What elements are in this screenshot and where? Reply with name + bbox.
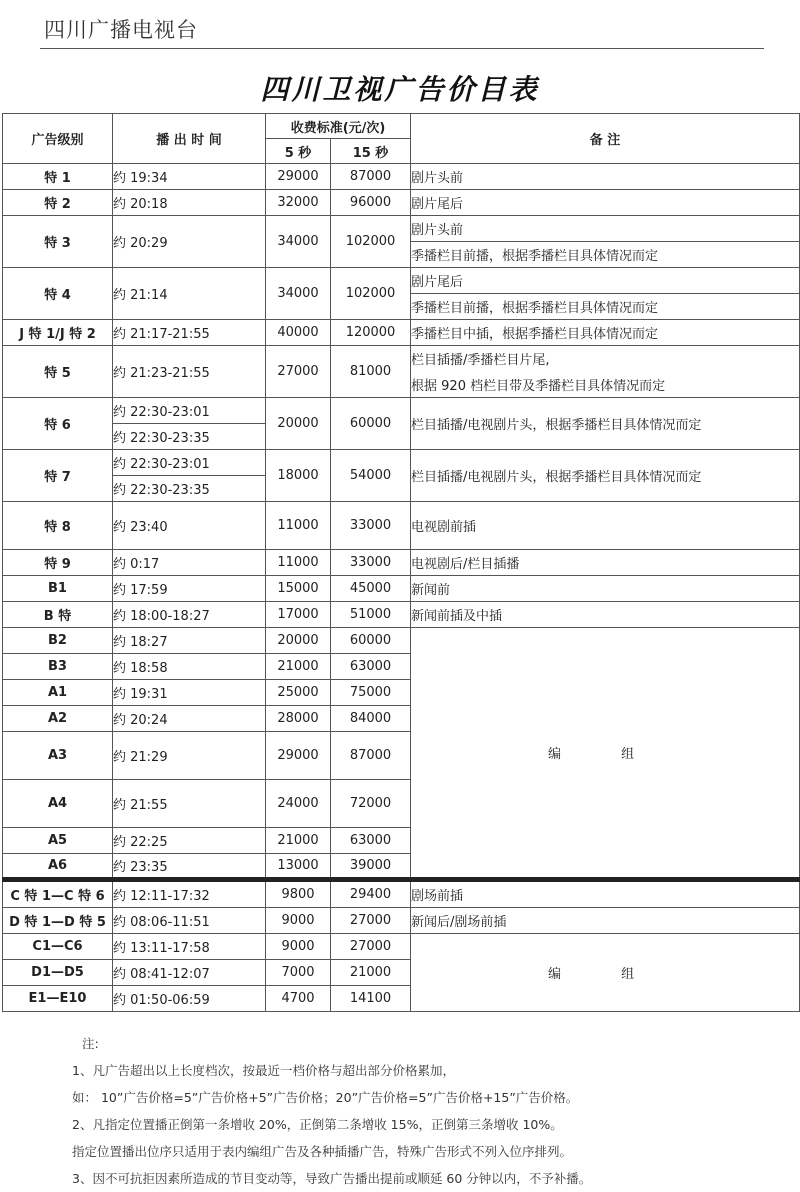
price-15s-cell: 27000 [331, 934, 411, 960]
time-cell: 约 19:31 [113, 680, 266, 706]
level-cell: 特 6 [3, 398, 113, 450]
level-cell: D1—D5 [3, 960, 113, 986]
header-divider [40, 48, 764, 49]
price-5s-cell: 9800 [266, 880, 331, 908]
time-cell: 约 13:11-17:58 [113, 934, 266, 960]
table-row [3, 190, 800, 216]
header-15sec: 15 秒 [331, 139, 411, 164]
time-cell: 约 19:34 [113, 164, 266, 190]
price-15s-cell: 84000 [331, 706, 411, 732]
price-5s-cell: 27000 [266, 346, 331, 398]
time-cell: 约 21:14 [113, 268, 266, 320]
price-15s-cell: 63000 [331, 828, 411, 854]
level-cell: 特 5 [3, 346, 113, 398]
level-cell: 特 3 [3, 216, 113, 268]
remark-cell: 季播栏目前播，根据季播栏目具体情况而定 [411, 242, 800, 268]
price-15s-cell: 63000 [331, 654, 411, 680]
price-15s-cell: 96000 [331, 190, 411, 216]
price-5s-cell: 15000 [266, 576, 331, 602]
price-5s-cell: 32000 [266, 190, 331, 216]
price-5s-cell: 34000 [266, 268, 331, 320]
price-15s-cell: 102000 [331, 268, 411, 320]
remark-cell: 剧场前插 [411, 880, 800, 908]
remark-cell: 季播栏目前播，根据季播栏目具体情况而定 [411, 294, 800, 320]
remark-cell: 新闻后/剧场前插 [411, 908, 800, 934]
time-cell: 约 20:18 [113, 190, 266, 216]
time-cell: 约 22:30-23:35 [113, 424, 266, 450]
time-cell: 约 22:25 [113, 828, 266, 854]
remark-cell: 剧片头前 [411, 216, 800, 242]
time-cell: 约 18:00-18:27 [113, 602, 266, 628]
price-15s-cell: 60000 [331, 628, 411, 654]
note-3: 3、因不可抗拒因素所造成的节目变动等，导致广告播出提前或顺延 60 分钟以内，不予补播。 [72, 1171, 592, 1186]
price-15s-cell: 39000 [331, 854, 411, 880]
price-5s-cell: 17000 [266, 602, 331, 628]
price-15s-cell: 27000 [331, 908, 411, 934]
price-15s-cell: 33000 [331, 502, 411, 550]
remark-cell: 季播栏目中插，根据季播栏目具体情况而定 [411, 320, 800, 346]
price-5s-cell: 29000 [266, 164, 331, 190]
time-cell: 约 22:30-23:35 [113, 476, 266, 502]
price-5s-cell: 28000 [266, 706, 331, 732]
price-15s-cell: 14100 [331, 986, 411, 1012]
remark-cell: 剧片头前 [411, 164, 800, 190]
price-15s-cell: 87000 [331, 732, 411, 780]
price-5s-cell: 40000 [266, 320, 331, 346]
time-cell: 约 22:30-23:01 [113, 450, 266, 476]
price-15s-cell: 33000 [331, 550, 411, 576]
time-cell: 约 12:11-17:32 [113, 880, 266, 908]
remark-cell: 电视剧前插 [411, 502, 800, 550]
level-cell: 特 8 [3, 502, 113, 550]
level-cell: A3 [3, 732, 113, 780]
header-level: 广告级别 [3, 114, 113, 164]
level-cell: 特 9 [3, 550, 113, 576]
remark-cell: 新闻前插及中插 [411, 602, 800, 628]
price-5s-cell: 24000 [266, 780, 331, 828]
table-row [3, 268, 800, 294]
price-15s-cell: 87000 [331, 164, 411, 190]
level-cell: J 特 1/J 特 2 [3, 320, 113, 346]
note-2: 2、凡指定位置播正倒第一条增收 20%，正倒第二条增收 15%，正倒第三条增收 10%。 [72, 1117, 563, 1132]
price-5s-cell: 9000 [266, 934, 331, 960]
price-5s-cell: 11000 [266, 502, 331, 550]
price-15s-cell: 29400 [331, 880, 411, 908]
price-15s-cell: 120000 [331, 320, 411, 346]
time-cell: 约 20:29 [113, 216, 266, 268]
notes-section [72, 1030, 792, 1192]
table-row [3, 346, 800, 372]
station-name: 四川广播电视台 [44, 18, 198, 42]
header-5sec: 5 秒 [266, 139, 331, 164]
remark-cell: 新闻前 [411, 576, 800, 602]
time-cell: 约 21:23-21:55 [113, 346, 266, 398]
time-cell: 约 08:41-12:07 [113, 960, 266, 986]
remark-cell: 根据 920 档栏目带及季播栏目具体情况而定 [411, 372, 800, 398]
level-cell: 特 4 [3, 268, 113, 320]
header-price: 收费标准(元/次) [266, 114, 411, 139]
time-cell: 约 23:40 [113, 502, 266, 550]
level-cell: A1 [3, 680, 113, 706]
remark-cell: 电视剧后/栏目插播 [411, 550, 800, 576]
table-row [3, 576, 800, 602]
remark-cell: 栏目插播/电视剧片头，根据季播栏目具体情况而定 [411, 450, 800, 502]
header-remarks: 备 注 [411, 114, 800, 164]
table-row [3, 628, 800, 654]
time-cell: 约 23:35 [113, 854, 266, 880]
price-5s-cell: 25000 [266, 680, 331, 706]
level-cell: B1 [3, 576, 113, 602]
level-cell: B3 [3, 654, 113, 680]
table-row [3, 908, 800, 934]
price-15s-cell: 72000 [331, 780, 411, 828]
remark-cell: 剧片尾后 [411, 190, 800, 216]
price-5s-cell: 21000 [266, 654, 331, 680]
level-cell: A2 [3, 706, 113, 732]
notes-heading: 注: [82, 1036, 99, 1051]
group-remark-cell: 编 组 [411, 934, 800, 1012]
time-cell: 约 0:17 [113, 550, 266, 576]
table-row [3, 502, 800, 550]
time-cell: 约 01:50-06:59 [113, 986, 266, 1012]
group-remark-cell: 编 组 [411, 628, 800, 880]
price-15s-cell: 45000 [331, 576, 411, 602]
time-cell: 约 22:30-23:01 [113, 398, 266, 424]
table-row [3, 320, 800, 346]
price-5s-cell: 11000 [266, 550, 331, 576]
table-row [3, 880, 800, 908]
remark-cell: 剧片尾后 [411, 268, 800, 294]
price-5s-cell: 7000 [266, 960, 331, 986]
remark-cell: 栏目插播/季播栏目片尾, [411, 346, 800, 372]
remark-cell: 栏目插播/电视剧片头，根据季播栏目具体情况而定 [411, 398, 800, 450]
price-5s-cell: 20000 [266, 398, 331, 450]
price-5s-cell: 34000 [266, 216, 331, 268]
price-15s-cell: 75000 [331, 680, 411, 706]
time-cell: 约 17:59 [113, 576, 266, 602]
note-1: 1、凡广告超出以上长度档次，按最近一档价格与超出部分价格累加， [72, 1063, 455, 1078]
price-5s-cell: 29000 [266, 732, 331, 780]
price-5s-cell: 20000 [266, 628, 331, 654]
level-cell: A5 [3, 828, 113, 854]
price-15s-cell: 51000 [331, 602, 411, 628]
table-row [3, 216, 800, 242]
level-cell: 特 2 [3, 190, 113, 216]
price-5s-cell: 21000 [266, 828, 331, 854]
price-15s-cell: 102000 [331, 216, 411, 268]
price-5s-cell: 9000 [266, 908, 331, 934]
level-cell: B 特 [3, 602, 113, 628]
price-15s-cell: 81000 [331, 346, 411, 398]
price-5s-cell: 4700 [266, 986, 331, 1012]
time-cell: 约 18:58 [113, 654, 266, 680]
level-cell: B2 [3, 628, 113, 654]
level-cell: 特 7 [3, 450, 113, 502]
level-cell: D 特 1—D 特 5 [3, 908, 113, 934]
table-header-row [3, 114, 800, 139]
price-15s-cell: 60000 [331, 398, 411, 450]
price-5s-cell: 13000 [266, 854, 331, 880]
time-cell: 约 08:06-11:51 [113, 908, 266, 934]
note-1-example: 如： 10”广告价格=5”广告价格+5”广告价格；20”广告价格=5”广告价格+15”广告价格。 [72, 1090, 579, 1105]
time-cell: 约 21:17-21:55 [113, 320, 266, 346]
level-cell: C1—C6 [3, 934, 113, 960]
level-cell: A6 [3, 854, 113, 880]
time-cell: 约 18:27 [113, 628, 266, 654]
level-cell: C 特 1—C 特 6 [3, 880, 113, 908]
price-15s-cell: 21000 [331, 960, 411, 986]
table-row [3, 164, 800, 190]
time-cell: 约 21:29 [113, 732, 266, 780]
table-row [3, 550, 800, 576]
table-row [3, 602, 800, 628]
level-cell: A4 [3, 780, 113, 828]
table-row [3, 398, 800, 424]
table-row [3, 450, 800, 476]
time-cell: 约 21:55 [113, 780, 266, 828]
price-5s-cell: 18000 [266, 450, 331, 502]
header-time: 播 出 时 间 [113, 114, 266, 164]
note-2-continued: 指定位置播出位序只适用于表内编组广告及各种插播广告，特殊广告形式不列入位序排列。 [72, 1144, 573, 1159]
table-row [3, 934, 800, 960]
page-title: 四川卫视广告价目表 [260, 73, 540, 106]
time-cell: 约 20:24 [113, 706, 266, 732]
level-cell: E1—E10 [3, 986, 113, 1012]
price-15s-cell: 54000 [331, 450, 411, 502]
rate-table [2, 113, 800, 1012]
level-cell: 特 1 [3, 164, 113, 190]
